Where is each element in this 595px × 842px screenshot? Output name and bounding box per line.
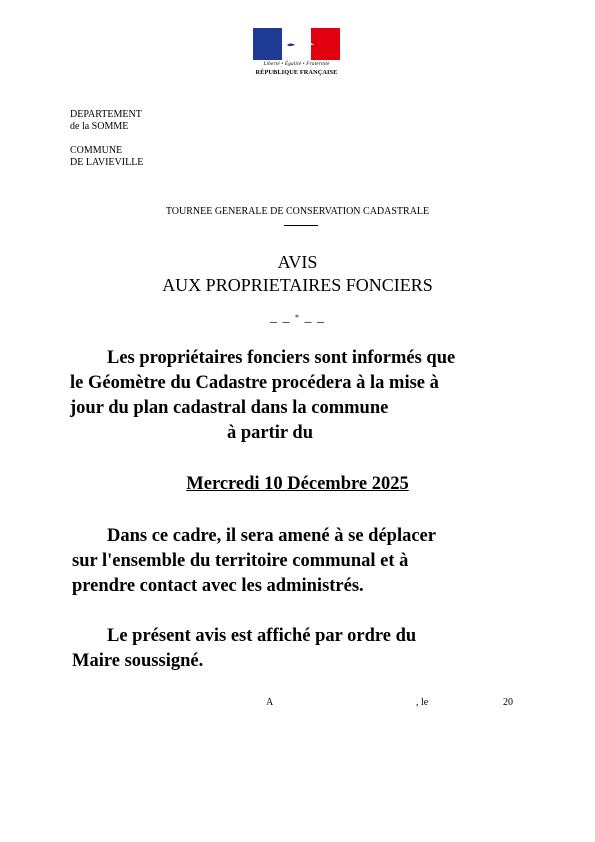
notice-paragraph-1 xyxy=(70,346,540,446)
p1-line-4: à partir du xyxy=(226,423,313,443)
title-separator: – – * – – xyxy=(270,313,325,330)
logo-motto: Liberté • Égalité • Fraternité xyxy=(263,61,330,67)
p3-line-1: Le présent avis est affiché par ordre du xyxy=(107,626,417,646)
signature-year-label: 20 xyxy=(503,697,513,708)
p3-line-2: Maire soussigné. xyxy=(72,651,204,671)
p2-line-2: sur l'ensemble du territoire communal et à xyxy=(72,551,409,571)
marianne-icon xyxy=(275,31,319,58)
commune-name: DE LAVIEVILLE xyxy=(70,157,144,168)
notice-paragraph-2 xyxy=(72,524,542,599)
page-title xyxy=(0,251,595,297)
tournee-heading: TOURNEE GENERALE DE CONSERVATION CADASTRALE xyxy=(165,206,430,217)
notice-paragraph-3 xyxy=(72,624,542,674)
departement-name: de la SOMME xyxy=(70,121,129,132)
commune-block xyxy=(70,145,143,169)
p2-line-1: Dans ce cadre, il sera amené à se déplacer xyxy=(107,526,436,546)
signature-place-label: A xyxy=(266,697,274,708)
p1-line-1: Les propriétaires fonciers sont informés que xyxy=(107,348,456,368)
p2-line-3: prendre contact avec les administrés. xyxy=(72,576,364,596)
republique-francaise-logo xyxy=(253,28,340,80)
p1-line-2: le Géomètre du Cadastre procédera à la mise à xyxy=(70,373,439,393)
title-proprietaires: AUX PROPRIETAIRES FONCIERS xyxy=(162,275,433,295)
title-avis: AVIS xyxy=(277,252,318,272)
departement-label: DEPARTEMENT xyxy=(70,109,142,120)
p1-line-3: jour du plan cadastral dans la commune xyxy=(70,398,389,418)
signature-date-label: , le xyxy=(416,697,429,708)
notice-date: Mercredi 10 Décembre 2025 xyxy=(186,474,409,494)
departement-block xyxy=(70,109,142,133)
logo-republique-francaise: RÉPUBLIQUE FRANÇAISE xyxy=(255,69,338,76)
commune-label: COMMUNE xyxy=(70,145,123,156)
tournee-underline xyxy=(284,225,318,226)
